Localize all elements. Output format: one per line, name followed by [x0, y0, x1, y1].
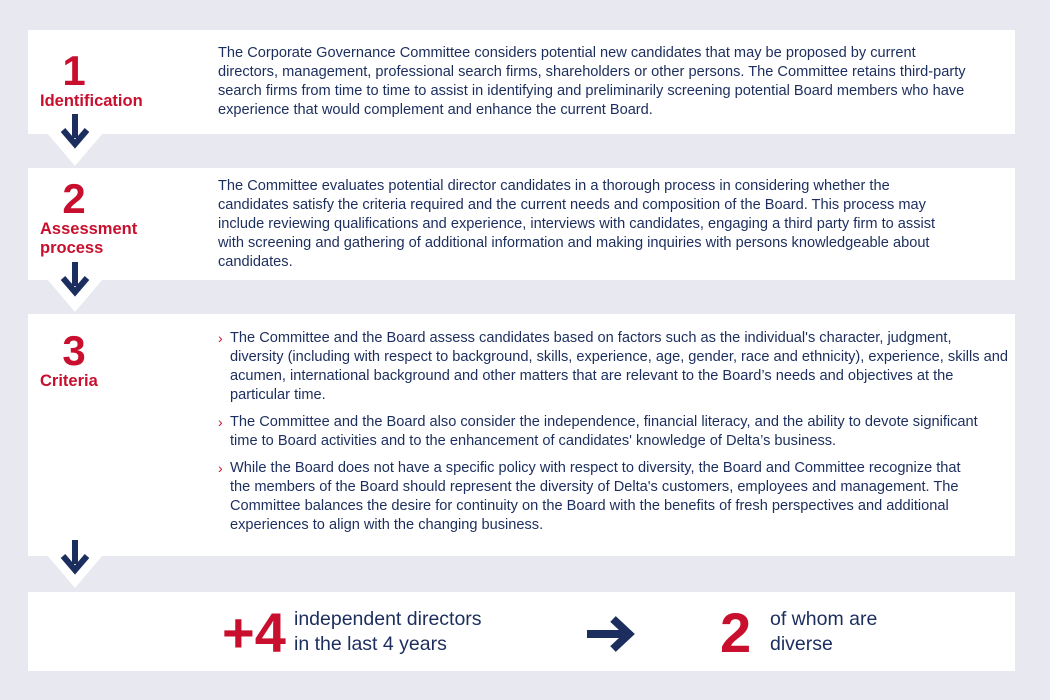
- step-2-label: [40, 175, 190, 258]
- chevron-right-icon: ›: [218, 460, 223, 476]
- diverse-directors-label-line1: of whom are: [770, 608, 878, 630]
- step-1-label: [40, 47, 190, 111]
- arrow-down-icon: [60, 114, 90, 150]
- criteria-item-text: The Committee and the Board also consider the independence, financial literacy, and the ability to devote significant time to Board activities and to the enhancement of candidates' knowledge of Delta’s business.: [230, 414, 978, 449]
- step-1-description: The Corporate Governance Committee considers potential new candidates that may be proposed by current directors, management, professional search firms, shareholders or other persons. The Committee retains third-party search firms from time to time to assist in identifying and preliminarily screening potential Board members who have experience that would complement and enhance the current Board.: [218, 45, 966, 118]
- arrow-down-icon: [60, 540, 90, 576]
- step-3-label: [40, 327, 190, 391]
- step-3-number: 3: [62, 327, 86, 374]
- step-1-title: Identification: [40, 92, 143, 110]
- step-2-description: The Committee evaluates potential director candidates in a thorough process in considering whether the candidates satisfy the criteria required and the current needs and composition of the Board. This process may include reviewing qualifications and experience, interviews with candidates, engaging a third party firm to assist with screening and gathering of additional information and making inquiries with persons knowledgeable about candidates.: [218, 178, 936, 270]
- diverse-directors-value: 2: [720, 601, 752, 664]
- step-2-number: 2: [62, 175, 86, 222]
- criteria-item-text: The Committee and the Board assess candidates based on factors such as the individual's character, judgment, diversity (including with respect to background, skills, experience, age, gender, race and ethnicity), experience, skills and acumen, international background and other matters that are relevant to the Board’s needs and objectives at the particular time.: [230, 330, 1008, 403]
- chevron-right-icon: ›: [218, 330, 223, 346]
- criteria-item: [218, 413, 1008, 451]
- criteria-list: [218, 329, 1008, 543]
- criteria-item: [218, 329, 1008, 405]
- criteria-item: [218, 459, 965, 535]
- diverse-directors-label-line2: diverse: [770, 633, 833, 655]
- step-2-title-line2: process: [40, 239, 104, 257]
- arrow-right-icon: [587, 616, 635, 652]
- added-directors-value: +4: [222, 601, 286, 664]
- step-3-title: Criteria: [40, 372, 98, 390]
- step-1-number: 1: [62, 47, 86, 94]
- added-directors-label-line2: in the last 4 years: [294, 633, 447, 655]
- chevron-right-icon: ›: [218, 414, 223, 430]
- arrow-down-icon: [60, 262, 90, 298]
- step-2-title-line1: Assessment: [40, 220, 138, 238]
- added-directors-label-line1: independent directors: [294, 608, 482, 630]
- criteria-item-text: While the Board does not have a specific policy with respect to diversity, the Board and Committee recognize that the members of the Board should represent the diversity of Delta's customers, employees and management. The Committee balances the desire for continuity on the Board with the benefits of fresh perspectives and additional experiences to align with the changing business.: [230, 460, 961, 533]
